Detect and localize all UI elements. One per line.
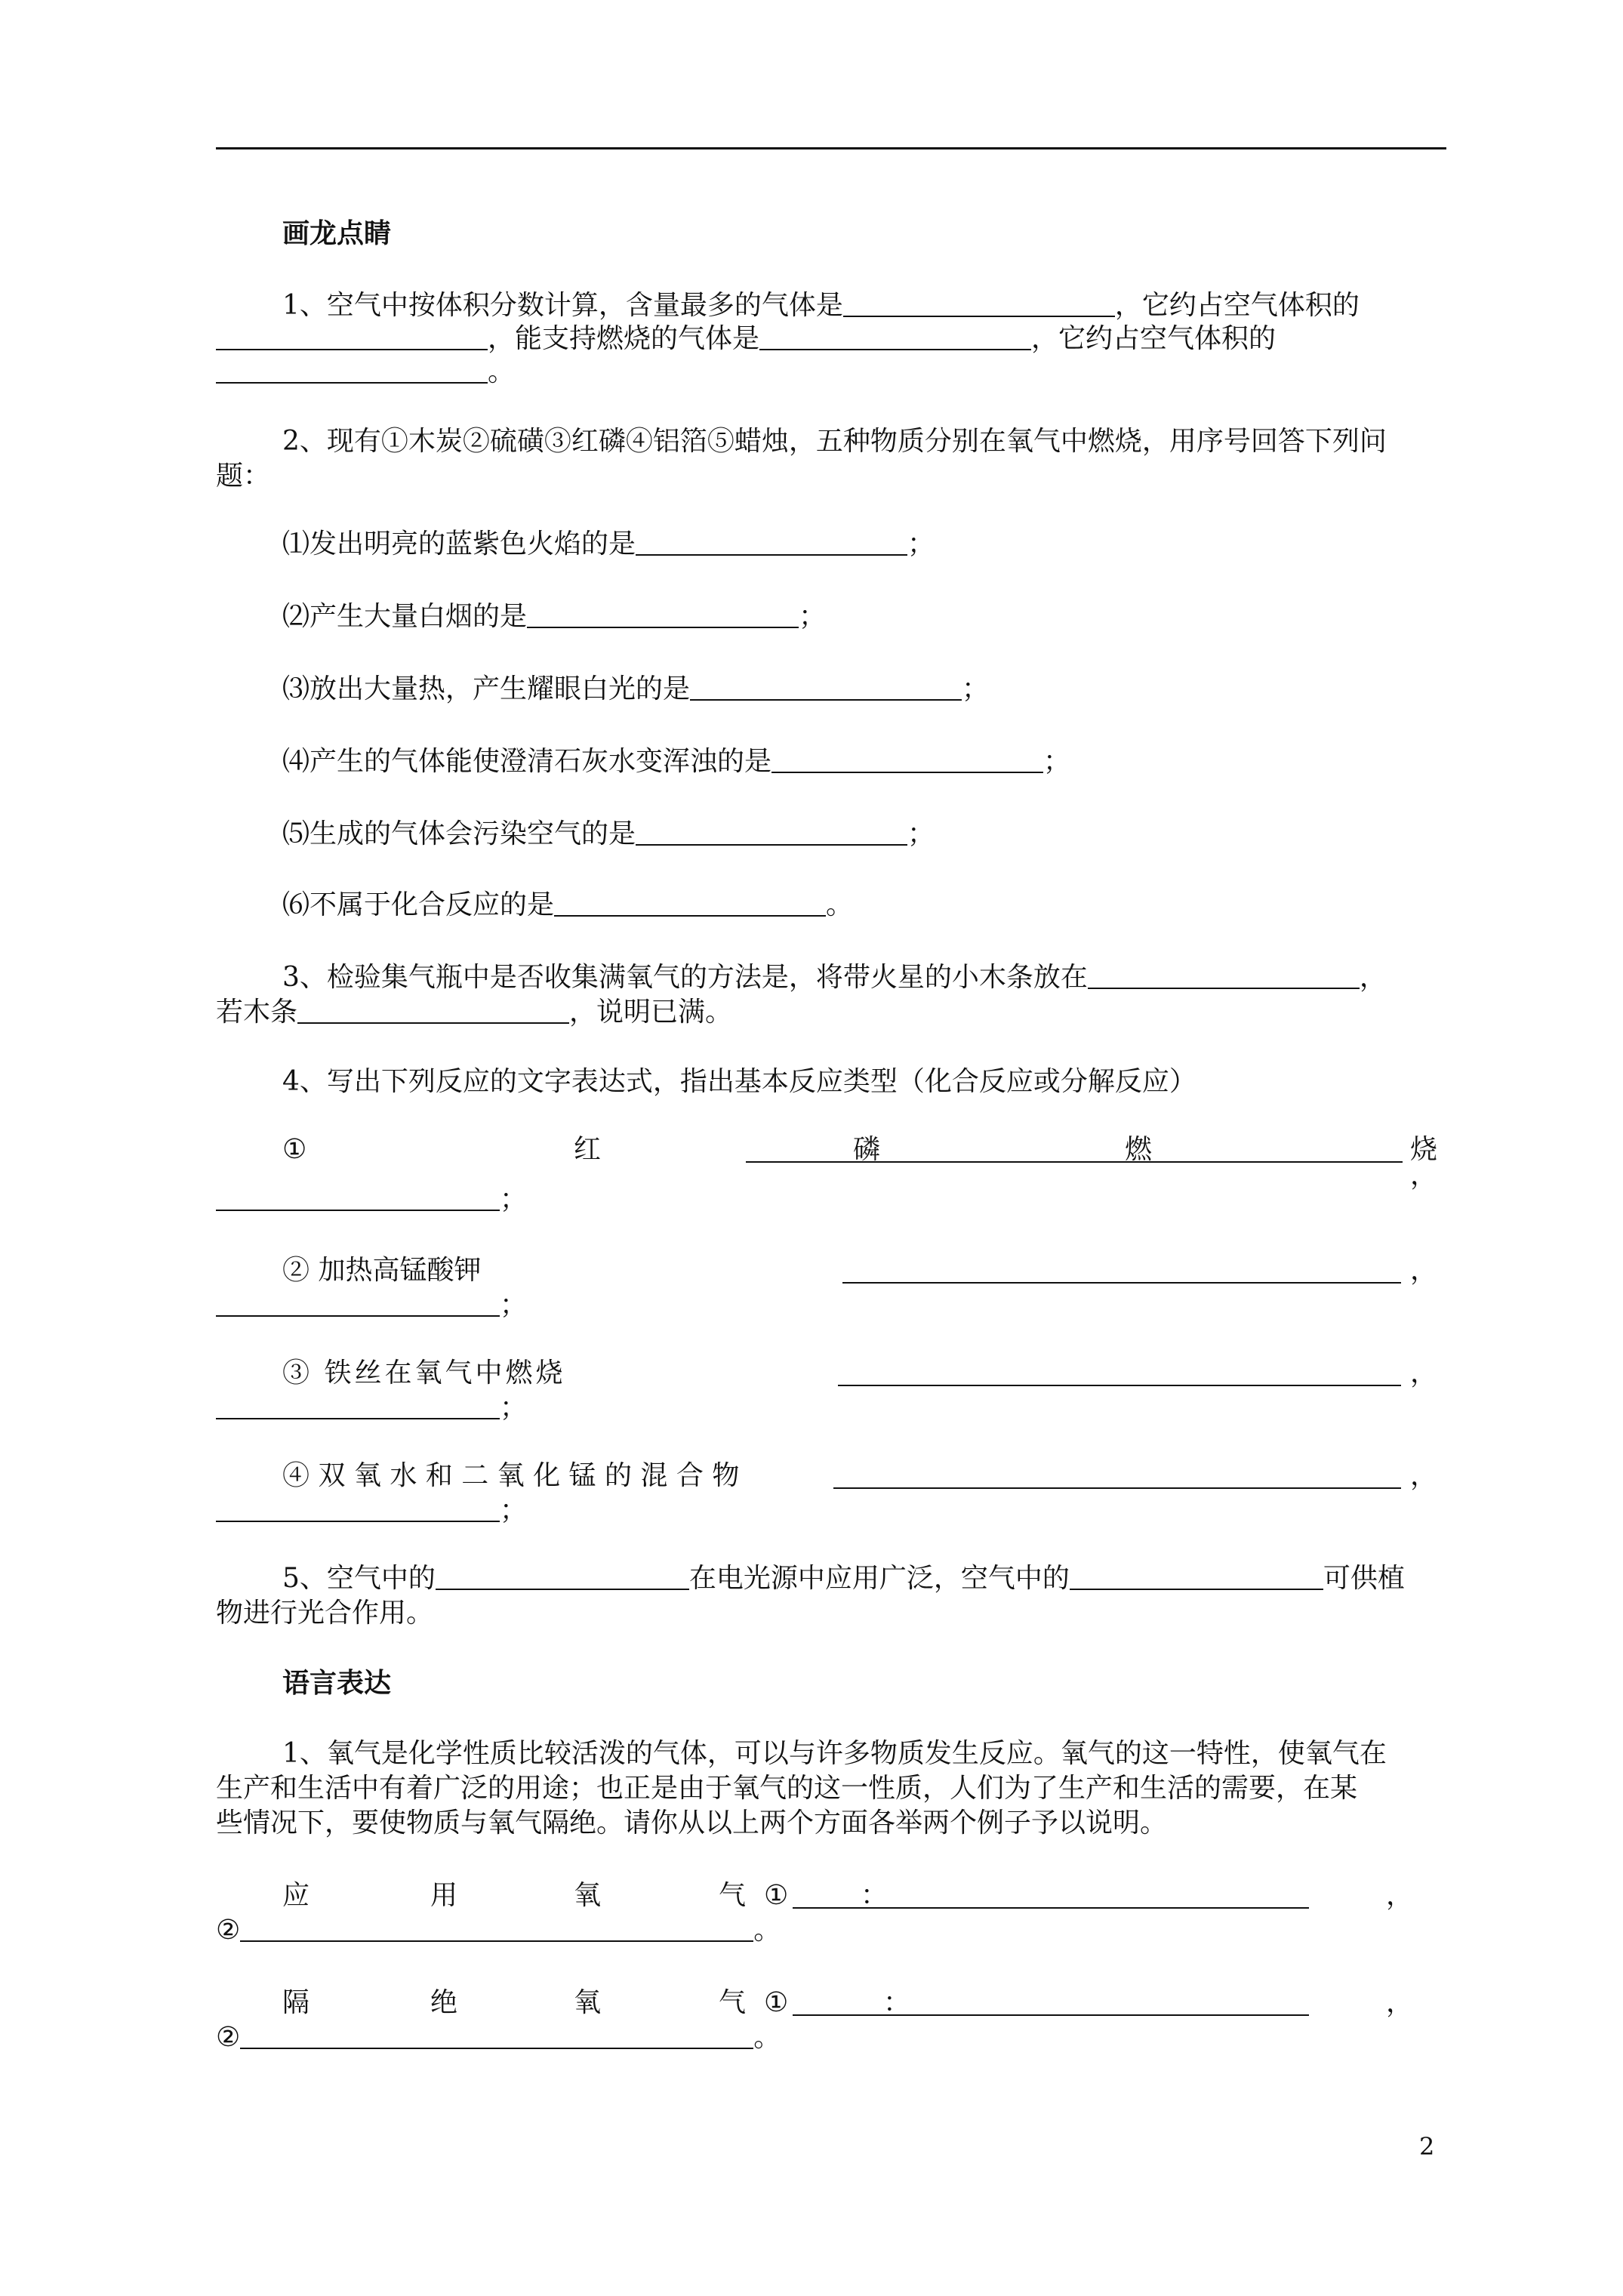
q4-reaction-2-type: ； xyxy=(216,1288,1439,1323)
q1-blank-1[interactable] xyxy=(843,293,1115,317)
q3-blank-2[interactable] xyxy=(297,1000,569,1024)
q2-blank-5[interactable] xyxy=(636,821,907,846)
q3-blank-1[interactable] xyxy=(1088,965,1360,989)
s2-paragraph-line-1: 1、氧气是化学性质比较活泼的气体，可以与许多物质发生反应。氧气的这一特性，使氧气在 xyxy=(282,1738,1387,1769)
q4-reaction-3-type: ； xyxy=(216,1391,1439,1425)
q1-line-2: ，能支持燃烧的气体是 ，它约占空气体积的 xyxy=(216,322,1439,356)
isolate-oxygen-blank-2[interactable] xyxy=(240,2025,753,2049)
q2-blank-1[interactable] xyxy=(636,532,907,556)
q2-item-2: ⑵产生大量白烟的是 ； xyxy=(282,601,827,632)
q4-r3-blank-1[interactable] xyxy=(838,1362,1401,1386)
q4-r4-blank-2[interactable] xyxy=(216,1498,500,1522)
q1-line-1: 1、空气中按体积分数计算，含量最多的气体是 ，它约占空气体积的 xyxy=(282,290,1360,321)
page-number: 2 xyxy=(1419,2132,1435,2161)
q1-blank-2[interactable] xyxy=(216,326,488,350)
q5-line-1: 5、空气中的 在电光源中应用广泛，空气中的 可供植 xyxy=(282,1563,1405,1594)
q4-reaction-1: ① 红 磷 燃 烧 ， xyxy=(282,1134,1438,1191)
header-rule xyxy=(216,147,1446,149)
q3-line-1: 3、检验集气瓶中是否收集满氧气的方法是，将带火星的小木条放在 ， xyxy=(282,962,1387,993)
isolate-oxygen-row-2: ② 。 xyxy=(216,2022,781,2053)
q5-blank-2[interactable] xyxy=(1070,1566,1323,1590)
use-oxygen-row: 应 用 氧 气 ： ① ， xyxy=(282,1880,1414,1911)
q1-blank-4[interactable] xyxy=(216,359,488,384)
q4-reaction-2: ② 加热高锰酸钾 ， xyxy=(282,1255,1438,1286)
q5-blank-1[interactable] xyxy=(436,1566,689,1590)
q4-title: 4、写出下列反应的文字表达式，指出基本反应类型（化合反应或分解反应） xyxy=(282,1066,1196,1097)
q2-line-2: 题： xyxy=(216,461,271,492)
q4-reaction-1-type: ； xyxy=(216,1182,1439,1217)
q2-line-1: 2、现有①木炭②硫磺③红磷④铝箔⑤蜡烛，五种物质分别在氧气中燃烧，用序号回答下列问 xyxy=(282,426,1387,457)
q4-reaction-3: ③ 铁丝在氧气中燃烧 ， xyxy=(282,1358,1438,1388)
q2-blank-4[interactable] xyxy=(771,749,1043,773)
use-oxygen-row-2: ② 。 xyxy=(216,1915,781,1946)
q2-item-6: ⑹不属于化合反应的是 。 xyxy=(282,889,854,920)
q4-r4-blank-1[interactable] xyxy=(833,1465,1401,1489)
q4-r2-blank-1[interactable] xyxy=(842,1259,1401,1284)
section-heading-1: 画龙点睛 xyxy=(282,217,392,249)
use-oxygen-blank-1[interactable] xyxy=(793,1885,1309,1909)
section-heading-2: 语言表达 xyxy=(282,1667,392,1699)
s2-paragraph-line-3: 些情况下，要使物质与氧气隔绝。请你从以上两个方面各举两个例子予以说明。 xyxy=(216,1808,1168,1838)
use-oxygen-blank-2[interactable] xyxy=(240,1918,753,1942)
q1-blank-3[interactable] xyxy=(759,326,1031,350)
q5-line-2: 物进行光合作用。 xyxy=(216,1598,434,1629)
q3-line-2: 若木条 ，说明已满。 xyxy=(216,997,733,1028)
q2-item-5: ⑸生成的气体会污染空气的是 ； xyxy=(282,818,935,849)
q4-r3-blank-2[interactable] xyxy=(216,1395,500,1419)
q1-line-3: 。 xyxy=(216,355,1439,390)
q2-blank-2[interactable] xyxy=(527,604,799,628)
q2-blank-6[interactable] xyxy=(554,892,826,917)
isolate-oxygen-row: 隔 绝 氧 气 ： ① ， xyxy=(282,1987,1414,2018)
q4-r1-blank-2[interactable] xyxy=(216,1187,500,1211)
s2-paragraph-line-2: 生产和生活中有着广泛的用途；也正是由于氧气的这一性质，人们为了生产和生活的需要，在某 xyxy=(216,1773,1358,1804)
q2-blank-3[interactable] xyxy=(690,676,962,701)
q2-item-3: ⑶放出大量热，产生耀眼白光的是 ； xyxy=(282,673,990,704)
isolate-oxygen-blank-1[interactable] xyxy=(793,1992,1309,2016)
q4-r1-blank-1[interactable] xyxy=(746,1139,1403,1163)
q4-reaction-4-type: ； xyxy=(216,1493,1439,1528)
q4-reaction-4: ④ 双 氧 水 和 二 氧 化 锰 的 混 合 物 ， xyxy=(282,1460,1438,1491)
q2-item-4: ⑷产生的气体能使澄清石灰水变浑浊的是 ； xyxy=(282,746,1071,777)
q4-r2-blank-2[interactable] xyxy=(216,1293,500,1317)
q2-item-1: ⑴发出明亮的蓝紫色火焰的是 ； xyxy=(282,529,935,559)
